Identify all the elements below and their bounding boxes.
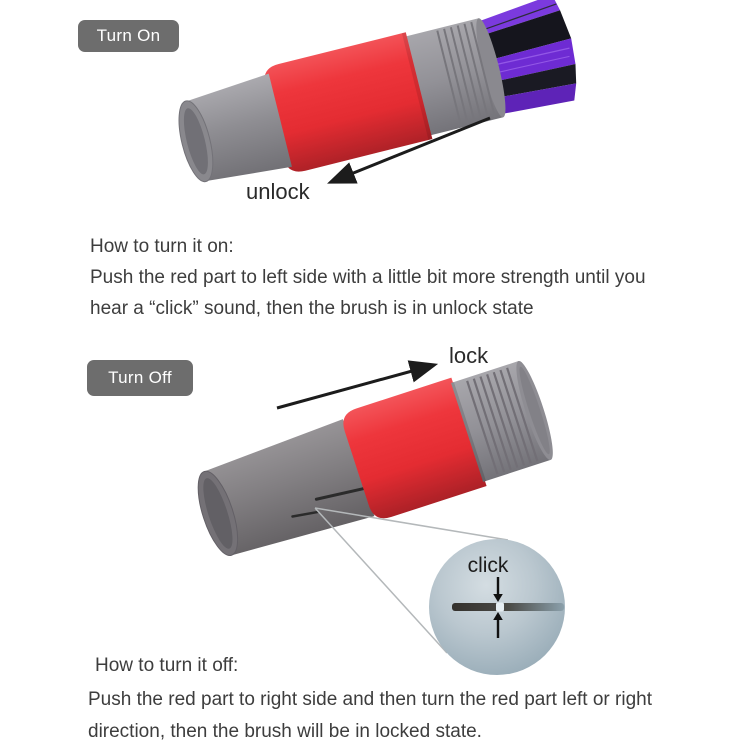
- turn-off-heading: How to turn it off:: [95, 655, 239, 676]
- brush-unlocked-group: [169, 0, 580, 198]
- turn-on-instructions: [90, 231, 646, 324]
- unlock-arrow-label: unlock: [246, 179, 310, 204]
- lock-arrow-label: lock: [449, 343, 489, 368]
- turn-off-instructions: [88, 684, 652, 748]
- brush-photo-locked: [140, 355, 580, 685]
- turn-on-body-line: Push the red part to left side with a little bit more strength until you: [90, 267, 646, 288]
- click-label: click: [467, 554, 509, 577]
- turn-off-body-line: Push the red part to right side and then turn the red part left or right: [88, 689, 652, 710]
- turn-off-body-line: direction, then the brush will be in locked state.: [88, 721, 482, 742]
- brush-photo-unlocked: [150, 0, 580, 215]
- slot-detail: [452, 603, 564, 611]
- turn-off-badge: Turn Off: [87, 360, 193, 396]
- turn-on-body-line: hear a “click” sound, then the brush is in unlock state: [90, 298, 534, 319]
- click-callout-circle: [429, 539, 565, 675]
- turn-on-heading: How to turn it on:: [90, 236, 234, 257]
- turn-on-badge: Turn On: [78, 20, 179, 52]
